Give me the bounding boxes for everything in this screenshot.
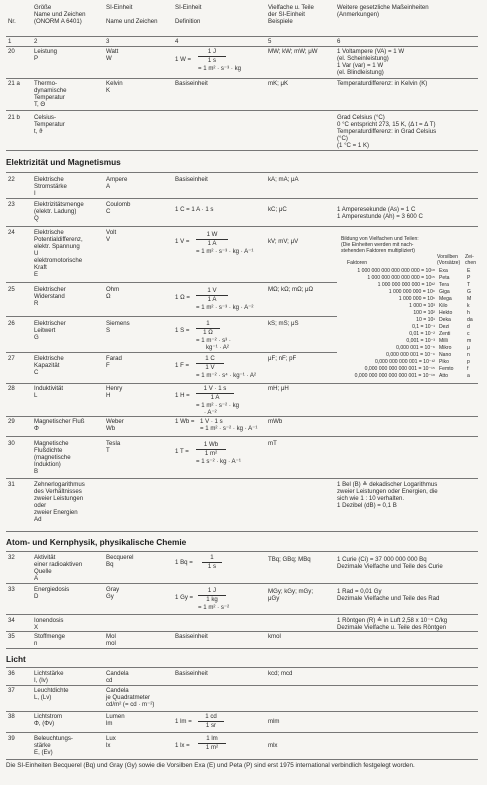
base-expression: = 1 m⁻² · s⁴ · kg⁻¹ · A²	[196, 372, 257, 379]
prefix-factor: 0,000 001 = 10⁻⁶	[396, 345, 435, 351]
row-number: 23	[8, 201, 15, 208]
row-unit: Mol mol	[106, 633, 116, 647]
row-unit: Siemens S	[106, 320, 130, 334]
prefix-name: Atto	[439, 373, 449, 379]
row-quantity: Stoffmenge n	[34, 633, 66, 647]
row-quantity: Celsius- Temperatur t, ϑ	[34, 114, 65, 135]
prefix-name: Nano	[439, 352, 452, 358]
prefix-symbol: f	[467, 366, 469, 372]
row-multiples: kA; mA; μA	[268, 176, 299, 183]
row-quantity: Ionendosis X	[34, 617, 64, 631]
base-expression: = 1 m⁻² · s³ ·	[196, 337, 231, 344]
prefix-symbol: a	[467, 373, 470, 379]
row-number: 24	[8, 229, 15, 236]
row-multiples: MGy; kGy; mGy; μGy	[268, 588, 314, 602]
section-heading-light: Licht	[6, 654, 26, 664]
prefix-symbol: E	[467, 268, 471, 274]
row-number: 28	[8, 385, 15, 392]
prefix-col-factors: Faktoren	[347, 260, 368, 266]
section-divider	[6, 172, 478, 173]
row-divider	[6, 316, 337, 317]
base-expression: = 1 m² · s⁻²	[198, 604, 230, 611]
row-unit: Gray Gy	[106, 586, 120, 600]
row-number: 20	[8, 48, 15, 55]
prefix-name: Mega	[439, 296, 452, 302]
fraction-numerator: 1 J	[207, 587, 217, 594]
row-multiples: mK; μK	[268, 80, 289, 87]
prefix-name: Deka	[439, 317, 451, 323]
row-divider	[6, 478, 478, 479]
fraction-denominator: 1 m²	[204, 450, 218, 457]
row-multiples: μF; nF; pF	[268, 355, 297, 362]
row-quantity: Elektrischer Widerstand R	[34, 286, 66, 307]
row-remarks: 1 Bel (B) ≙ dekadischer Logarithmus zweier Leistungen oder Energien, die sich wie 1 : 10 verhalten. 1 Dezibel (dB) = 0,1 B	[337, 481, 438, 509]
fraction-denominator: 1 m²	[205, 744, 219, 751]
row-number: 21 a	[8, 80, 20, 87]
row-definition: 1 V =	[175, 238, 190, 245]
colnum-1: 1	[8, 38, 12, 45]
section-heading-atomic: Atom- und Kernphysik, physikalische Chemie	[6, 537, 187, 547]
row-quantity: Elektrischer Leitwert G	[34, 320, 66, 341]
row-definition: Basiseinheit	[175, 670, 208, 677]
row-remarks: Temperaturdifferenz: in Kelvin (K)	[337, 80, 428, 87]
prefix-symbol: n	[467, 352, 470, 358]
prefix-symbol: d	[467, 324, 470, 330]
fraction-numerator: 1 V	[207, 287, 217, 294]
fraction-denominator: 1 kg	[206, 596, 218, 603]
colnum-6: 6	[337, 38, 341, 45]
row-multiples: kC; μC	[268, 206, 287, 213]
prefix-name: Femto	[439, 366, 454, 372]
prefix-factor: 0,1 = 10⁻¹	[412, 324, 435, 330]
row-divider	[6, 436, 478, 437]
fraction-numerator: 1 lm	[206, 735, 218, 742]
fraction-numerator: 1	[206, 320, 210, 327]
fraction-denominator: 1 A	[207, 296, 217, 303]
prefix-factor: 0,001 = 10⁻³	[406, 338, 435, 344]
row-divider	[6, 110, 478, 111]
fraction-numerator: 1 Wb	[203, 441, 219, 448]
fraction-numerator: 1 V · 1 s	[203, 385, 227, 392]
row-definition: 1 H =	[175, 392, 190, 399]
prefix-factor: 1 000 000 000 = 10⁹	[388, 289, 435, 295]
row-multiples: kmol	[268, 633, 281, 640]
row-unit: Farad F	[106, 355, 122, 369]
row-remarks: 1 Curie (Ci) = 37 000 000 000 Bq Dezimale Vielfache und Teile des Curie	[337, 556, 443, 570]
row-definition: Basiseinheit	[175, 176, 208, 183]
fraction-numerator: 1 cd	[205, 713, 217, 720]
prefix-col-symbols: Zei- chen	[465, 254, 477, 266]
row-multiples: TBq; GBq; MBq	[268, 556, 311, 563]
row-unit: Volt V	[106, 229, 117, 243]
row-quantity: Leistung P	[34, 48, 58, 62]
row-number: 27	[8, 355, 15, 362]
row-divider	[6, 759, 478, 760]
fraction-denominator: 1 V	[205, 364, 215, 371]
row-remarks: 1 Röntgen (R) ≙ in Luft 2,58 x 10⁻⁴ C/kg Dezimale Vielfache u. Teile des Röntgen	[337, 617, 448, 631]
row-multiples: MΩ; kΩ; mΩ; μΩ	[268, 286, 314, 293]
prefix-symbol: P	[467, 275, 471, 281]
row-unit: Candela cd	[106, 670, 129, 684]
prefix-symbol: m	[467, 338, 472, 344]
section-divider	[6, 667, 478, 668]
section-divider	[6, 551, 478, 552]
fraction-denominator: 1 A	[210, 394, 220, 401]
prefix-symbol: T	[467, 282, 471, 288]
row-multiples: mWb	[268, 418, 283, 425]
header-multiples: Vielfache u. Teile der SI-Einheit Beispiele	[268, 4, 314, 25]
colnum-4: 4	[175, 38, 179, 45]
prefix-factor: 1 000 000 000 000 000 000 = 10¹⁸	[357, 268, 435, 274]
row-quantity: Zehnerlogarithmus des Verhältnisses zweier Leistungen oder zweier Energien Ad	[34, 481, 85, 523]
prefix-name: Mikro	[439, 345, 452, 351]
row-unit: Ohm Ω	[106, 286, 120, 300]
row-quantity: Leuchtdichte L, (Lv)	[34, 687, 69, 701]
header-quantity: Größe Name und Zeichen (ONORM A 6401)	[34, 4, 86, 25]
row-definition: 1 lm =	[175, 718, 192, 725]
colnum-5: 5	[268, 38, 272, 45]
row-number: 22	[8, 176, 15, 183]
row-definition: 1 C = 1 A · 1 s	[175, 206, 214, 213]
base-expression-continued: kg⁻¹ · A²	[206, 344, 229, 351]
fraction-denominator: 1 sr	[205, 722, 217, 729]
fraction-denominator: 1 A	[207, 240, 217, 247]
row-quantity: Energiedosis D	[34, 586, 70, 600]
row-definition: 1 Bq =	[175, 559, 193, 566]
footnote: Die SI-Einheiten Becquerel (Bq) und Gray (Gy) sowie die Vorsilben Exa (E) und Peta (P) sind erst 1975 international verbindlich festgelegt worden.	[6, 762, 415, 769]
row-divider	[6, 685, 478, 686]
row-divider	[6, 416, 478, 417]
row-unit: Weber Wb	[106, 418, 124, 432]
fraction-numerator: 1 C	[205, 355, 215, 362]
base-expression: = 1 m² · s⁻² · kg	[196, 402, 239, 409]
row-number: 21 b	[8, 114, 20, 121]
row-definition: 1 Ω =	[175, 294, 190, 301]
row-quantity: Aktivität einer radioaktiven Quelle A	[34, 554, 83, 582]
row-multiples: mH; μH	[268, 385, 289, 392]
fraction-numerator: 1 W	[206, 231, 218, 238]
row-number: 37	[8, 687, 15, 694]
row-unit: Becquerel Bq	[106, 554, 134, 568]
base-expression: = 1 m² · s⁻³ · kg · A⁻¹	[196, 248, 254, 255]
row-number: 35	[8, 633, 15, 640]
row-multiples: MW; kW; mW; μW	[268, 48, 318, 55]
row-number: 36	[8, 670, 15, 677]
prefix-name: Dezi	[439, 324, 450, 330]
fraction-numerator: 1	[210, 554, 214, 561]
row-quantity: Lichtstrom Φ, (Φv)	[34, 713, 63, 727]
row-remarks: 1 Amperesekunde (As) = 1 C 1 Amperestunde (Ah) = 3 600 C	[337, 206, 423, 220]
row-divider	[6, 583, 478, 584]
row-number: 38	[8, 713, 15, 720]
row-divider	[6, 732, 478, 733]
prefix-symbol: h	[467, 310, 470, 316]
prefix-symbol: p	[467, 359, 470, 365]
row-definition: Basiseinheit	[175, 80, 208, 87]
header-nr: Nr.	[8, 18, 16, 25]
fraction-denominator: 1 Ω	[203, 329, 213, 336]
prefix-name: Giga	[439, 289, 450, 295]
row-remarks: Grad Celsius (°C) 0 °C entspricht 273, 15 K, (Δ t = Δ T) Temperaturdifferenz: in Grad Celsius (°C) (1 °C = 1 K)	[337, 114, 437, 149]
row-multiples: kV; mV; μV	[268, 238, 299, 245]
colnum-divider	[6, 46, 478, 47]
prefix-col-prefixes: Vorsilben (Vorsätze)	[437, 254, 461, 266]
prefix-factor: 100 = 10²	[413, 310, 435, 316]
row-definition: Basiseinheit	[175, 633, 208, 640]
header-divider	[6, 36, 478, 37]
base-expression: = 1 s⁻² · kg · A⁻¹	[196, 458, 241, 465]
row-number: 26	[8, 320, 15, 327]
prefix-table	[341, 236, 483, 382]
row-number: 30	[8, 440, 15, 447]
prefix-factor: 0,000 000 001 = 10⁻⁹	[386, 352, 435, 358]
prefix-factor: 1 000 000 000 000 = 10¹²	[377, 282, 435, 288]
row-number: 31	[8, 481, 15, 488]
row-number: 33	[8, 586, 15, 593]
row-unit: Ampere A	[106, 176, 128, 190]
prefix-symbol: μ	[467, 345, 470, 351]
prefix-factor: 0,000 000 000 000 000 001 = 10⁻¹⁸	[354, 373, 435, 379]
row-unit: Henry H	[106, 385, 123, 399]
row-multiples: kS; mS; μS	[268, 320, 299, 327]
prefix-symbol: M	[467, 296, 472, 302]
row-quantity: Elektrische Potentialdifferenz, elektr. Spannung U elektromotorische Kraft E	[34, 229, 83, 278]
row-divider	[6, 531, 478, 532]
fraction-denominator: 1 s	[207, 57, 217, 64]
row-divider	[6, 78, 478, 79]
row-quantity: Lichtstärke I, (Iv)	[34, 670, 64, 684]
row-number: 39	[8, 735, 15, 742]
prefix-symbol: da	[467, 317, 473, 323]
row-unit: Candela je Quadratmeter cd/m² (= cd · m⁻²)	[106, 687, 155, 708]
row-multiples: mlx	[268, 742, 278, 749]
row-remarks: 1 Voltampere (VA) = 1 W (el. Scheinleistung) 1 Var (var) = 1 W (el. Blindleistung)	[337, 48, 405, 76]
row-divider	[6, 648, 478, 649]
prefix-factor: 0,000 000 000 000 001 = 10⁻¹⁵	[364, 366, 435, 372]
base-expression: = 1 m² · s⁻³ · kg · A⁻²	[196, 304, 254, 311]
prefix-name: Tera	[439, 282, 449, 288]
prefix-table-title: Bildung von Vielfachen und Teilen: (Die Einheiten werden mit nach- stehenden Faktoren multipliziert)	[341, 236, 419, 254]
prefix-name: Zenti	[439, 331, 451, 337]
base-expression: = 1 m² · s⁻³ · kg	[198, 65, 241, 72]
row-multiples: mT	[268, 440, 277, 447]
row-definition: 1 Wb =	[175, 418, 195, 425]
row-unit: Tesla T	[106, 440, 121, 454]
prefix-factor: 1 000 000 = 10⁶	[398, 296, 435, 302]
row-divider	[6, 352, 337, 353]
prefix-symbol: G	[467, 289, 471, 295]
row-divider	[6, 711, 478, 712]
row-definition: 1 W =	[175, 56, 192, 63]
header-unit-name: SI-Einheit Name und Zeichen	[106, 4, 158, 25]
prefix-name: Milli	[439, 338, 448, 344]
row-unit: Lumen lm	[106, 713, 125, 727]
prefix-name: Exa	[439, 268, 448, 274]
row-divider	[6, 282, 337, 283]
row-quantity: Elektrizitätsmenge (elektr. Ladung) Q	[34, 201, 84, 222]
prefix-factor: 0,000 000 000 001 = 10⁻¹²	[374, 359, 435, 365]
row-unit: Watt W	[106, 48, 119, 62]
base-expression-continued: · A⁻²	[204, 409, 217, 416]
row-unit: Coulomb C	[106, 201, 131, 215]
prefix-factor: 1 000 000 000 000 000 = 10¹⁵	[367, 275, 435, 281]
row-quantity: Thermo- dynamische Temperatur T, Θ	[34, 80, 67, 108]
prefix-factor: 1 000 = 10³	[409, 303, 435, 309]
row-multiples: mlm	[268, 718, 280, 725]
row-number: 32	[8, 554, 15, 561]
row-divider	[6, 226, 478, 227]
prefix-symbol: c	[467, 331, 470, 337]
prefix-factor: 0,01 = 10⁻²	[409, 331, 435, 337]
row-unit: Lux lx	[106, 735, 116, 749]
formula-line: 1 V · 1 s	[200, 418, 223, 425]
fraction-denominator: 1 s	[207, 563, 217, 570]
row-quantity: Induktivität L	[34, 385, 64, 399]
row-divider	[6, 631, 478, 632]
prefix-name: Hekto	[439, 310, 453, 316]
header-other-units: Weitere gesetzliche Maßeinheiten (Anmerkungen)	[337, 4, 429, 18]
row-definition: 1 T =	[175, 448, 189, 455]
row-remarks: 1 Rad = 0,01 Gy Dezimale Vielfache und Teile des Rad	[337, 588, 440, 602]
row-definition: 1 lx =	[175, 742, 190, 749]
row-definition: 1 Gy =	[175, 594, 194, 601]
row-quantity: Magnetische Flußdichte (magnetische Induktion) B	[34, 440, 71, 475]
row-multiples: kcd; mcd	[268, 670, 293, 677]
base-expression: = 1 m² · s⁻² · kg · A⁻¹	[200, 425, 258, 432]
prefix-factor: 10 = 10¹	[416, 317, 435, 323]
fraction-numerator: 1 J	[207, 48, 217, 55]
header-definition: SI-Einheit Definition	[175, 4, 202, 25]
row-number: 34	[8, 617, 15, 624]
prefix-symbol: k	[467, 303, 470, 309]
row-quantity: Elektrische Stromstärke I	[34, 176, 67, 197]
prefix-name: Peta	[439, 275, 450, 281]
row-unit: Kelvin K	[106, 80, 123, 94]
row-number: 29	[8, 418, 15, 425]
colnum-3: 3	[106, 38, 110, 45]
colnum-2: 2	[34, 38, 38, 45]
row-definition: 1 S =	[175, 327, 190, 334]
row-quantity: Elektrische Kapazität C	[34, 355, 64, 376]
row-quantity: Magnetischer Fluß Φ	[34, 418, 85, 432]
prefix-name: Kilo	[439, 303, 448, 309]
section-heading-electricity: Elektrizität und Magnetismus	[6, 157, 121, 167]
row-divider	[6, 198, 478, 199]
row-quantity: Beleuchtungs- stärke E, (Ev)	[34, 735, 73, 756]
row-divider	[6, 614, 478, 615]
prefix-name: Piko	[439, 359, 449, 365]
row-definition: 1 F =	[175, 362, 190, 369]
row-divider	[6, 150, 478, 151]
row-number: 25	[8, 286, 15, 293]
row-divider	[6, 383, 478, 384]
